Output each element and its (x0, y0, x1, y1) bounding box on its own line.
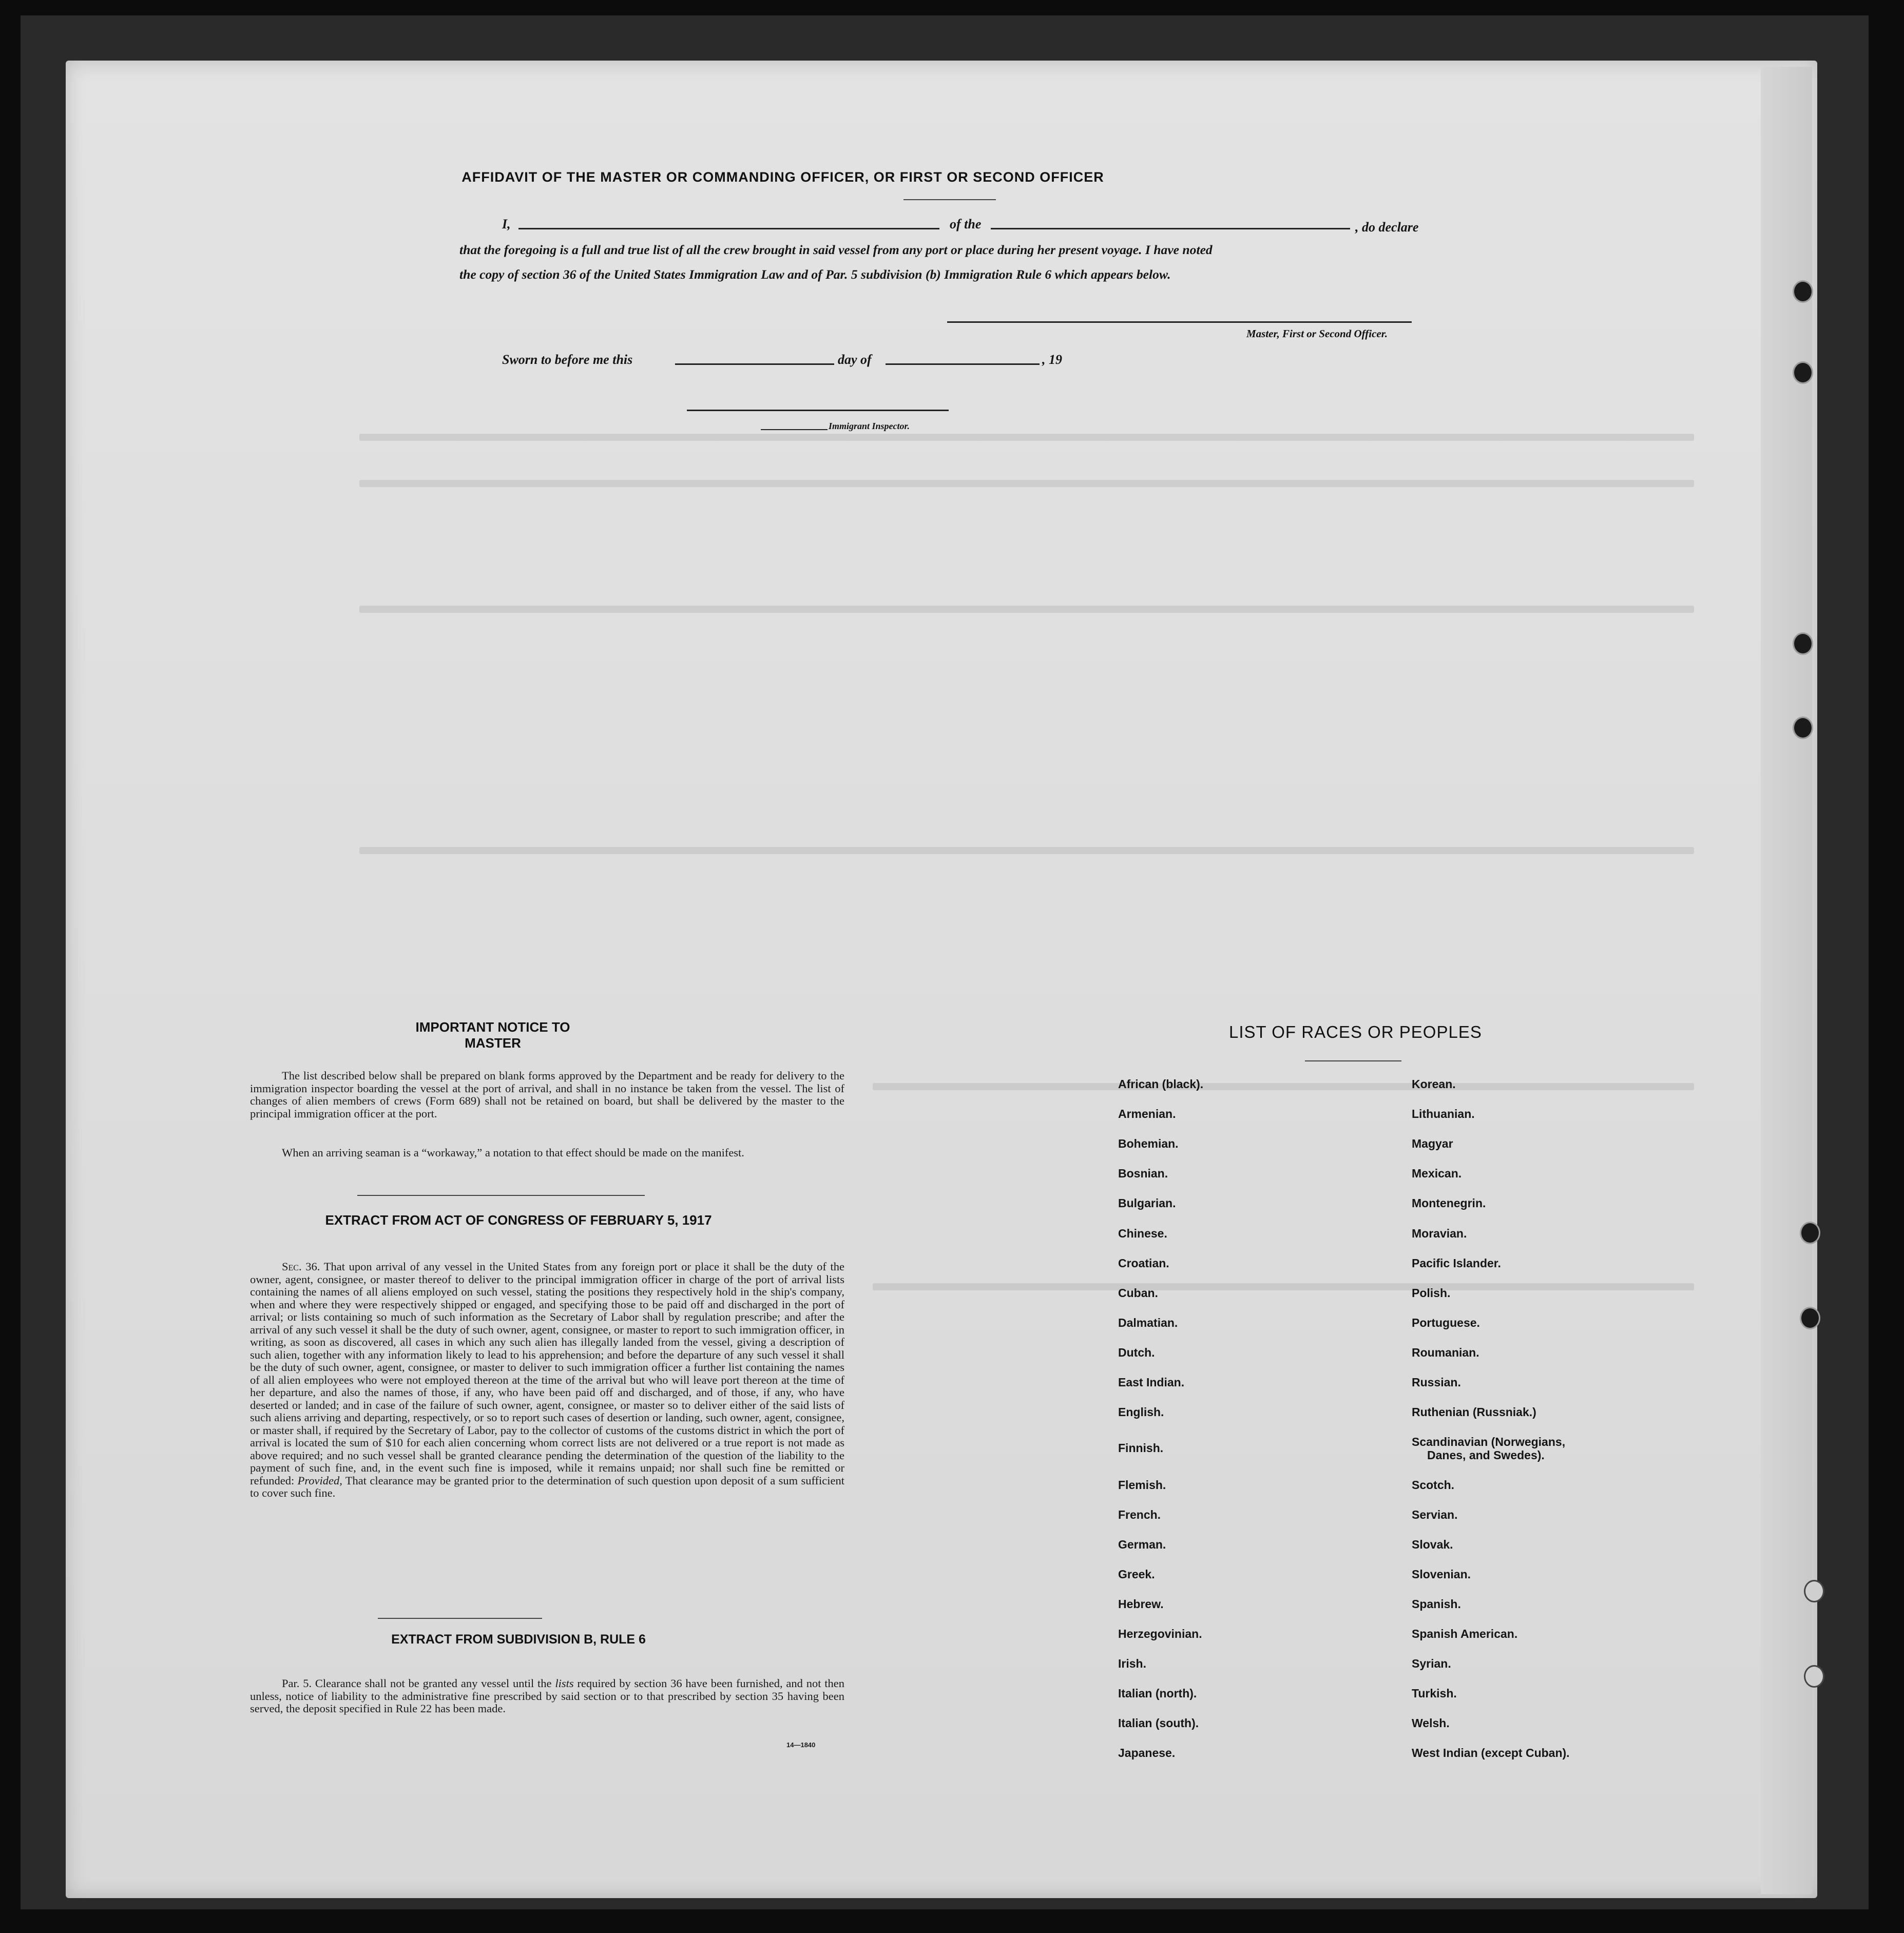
race-item: Polish. (1412, 1286, 1451, 1300)
section-body-end: That clearance may be granted prior to the determination of such question upon deposit of a sum sufficient to cover such fine. (250, 1474, 845, 1499)
race-item: Roumanian. (1412, 1346, 1479, 1359)
affidavit-of-the-label: of the (950, 217, 982, 231)
binder-hole-icon (1804, 1665, 1824, 1688)
race-item: Magyar (1412, 1137, 1453, 1150)
race-item: Bosnian. (1118, 1167, 1168, 1180)
binder-hole-icon (1793, 280, 1813, 303)
notice-paragraph-1: The list described below shall be prepared on blank forms approved by the Department and be ready for delivery to the immigration inspector boarding the vessel at the port of arrival, and shall in no instance be taken from the vessel. The list of changes of alien members of crews (Form 689) shall not be retained on board, but shall be delivered by the master to the principal immigration officer at the port. (250, 1069, 844, 1120)
race-item: Herzegovinian. (1118, 1627, 1202, 1640)
form-number: 14—1840 (786, 1741, 816, 1749)
race-item: Slovak. (1412, 1538, 1453, 1551)
race-item: Portuguese. (1412, 1316, 1480, 1329)
race-item: Cuban. (1118, 1286, 1158, 1300)
race-item: French. (1118, 1508, 1161, 1521)
race-item: Lithuanian. (1412, 1107, 1475, 1120)
bleed-through-row (359, 434, 1694, 441)
affidavit-title: AFFIDAVIT OF THE MASTER OR COMMANDING OFFICER, OR FIRST OR SECOND OFFICER (461, 169, 1104, 185)
binder-hole-icon (1793, 632, 1813, 655)
affidavit-line-2: that the foregoing is a full and true list of all the crew brought in said vessel from any port or place during her present voyage. I have noted (459, 242, 1213, 257)
race-item: Servian. (1412, 1508, 1458, 1521)
rule-extract-title: EXTRACT FROM SUBDIVISION B, RULE 6 (391, 1632, 646, 1647)
notice-title: IMPORTANT NOTICE TO MASTER (415, 1019, 570, 1051)
race-item: Spanish. (1412, 1597, 1461, 1611)
binder-hole-icon (1793, 717, 1813, 739)
inspector-signature-blank[interactable] (687, 410, 949, 411)
race-item: East Indian. (1118, 1376, 1185, 1389)
binder-hole-icon (1800, 1307, 1820, 1329)
binder-hole-icon (1800, 1222, 1820, 1244)
divider (357, 1195, 645, 1196)
lists-word: lists (555, 1677, 574, 1690)
race-item: Croatian. (1118, 1257, 1169, 1270)
race-item: Chinese. (1118, 1227, 1167, 1240)
race-item: Italian (north). (1118, 1687, 1197, 1700)
inspector-label: Immigrant Inspector. (829, 421, 910, 431)
race-item: Dutch. (1118, 1346, 1155, 1359)
race-item: Mexican. (1412, 1167, 1462, 1180)
bleed-through-row (359, 480, 1694, 487)
binder-hole-icon (1793, 361, 1813, 384)
race-item: Pacific Islander. (1412, 1257, 1501, 1270)
document-page (66, 61, 1817, 1898)
races-title: LIST OF RACES OR PEOPLES (1229, 1022, 1482, 1041)
bleed-through-row (359, 606, 1694, 613)
race-item: Flemish. (1118, 1478, 1166, 1492)
divider (903, 199, 996, 200)
divider (1305, 1060, 1401, 1061)
race-item: Slovenian. (1412, 1568, 1471, 1581)
rule-text-end: required by section 36 have been furnished, and not then unless, notice of liability to the administrative fine prescribed by said section or to that prescribed by section 35 having been served, the deposit specified in Rule 22 has been made. (250, 1677, 845, 1715)
race-item: German. (1118, 1538, 1166, 1551)
race-item: Ruthenian (Russniak.) (1412, 1405, 1536, 1419)
affidavit-line-3: the copy of section 36 of the United States Immigration Law and of Par. 5 subdivision (b) Immigration Rule 6 which appears below. (459, 267, 1171, 282)
bleed-through-row (359, 847, 1694, 854)
race-item: Turkish. (1412, 1687, 1457, 1700)
notice-paragraph-2: When an arriving seaman is a “workaway,” a notation to that effect should be made on the manifest. (282, 1146, 744, 1159)
race-item: Greek. (1118, 1568, 1155, 1581)
rule-extract-text (250, 1677, 844, 1715)
act-extract-title: EXTRACT FROM ACT OF CONGRESS OF FEBRUARY 5, 1917 (325, 1212, 712, 1228)
provided-word: Provided, (297, 1474, 342, 1487)
name-blank[interactable] (518, 228, 939, 229)
race-item: Korean. (1412, 1077, 1456, 1091)
race-item: Russian. (1412, 1376, 1461, 1389)
race-item: Danes, and Swedes). (1427, 1448, 1545, 1462)
race-item: Scotch. (1412, 1478, 1455, 1492)
bleed-through-row (873, 1283, 1694, 1290)
inspector-dash (761, 429, 828, 430)
race-item: Japanese. (1118, 1746, 1176, 1760)
race-item: Finnish. (1118, 1441, 1164, 1455)
race-item: Armenian. (1118, 1107, 1176, 1120)
binder-hole-icon (1804, 1580, 1824, 1602)
rule-text-start: Par. 5. Clearance shall not be granted any vessel until the (282, 1677, 552, 1690)
sworn-month-blank[interactable] (886, 363, 1040, 365)
bleed-through-row (873, 1083, 1694, 1090)
race-item: English. (1118, 1405, 1164, 1419)
race-item: Irish. (1118, 1657, 1146, 1670)
act-extract-text (250, 1261, 844, 1500)
sworn-label: Sworn to before me this (502, 352, 633, 367)
race-item: Scandinavian (Norwegians, (1412, 1435, 1566, 1448)
race-item: Bohemian. (1118, 1137, 1179, 1150)
race-item: Welsh. (1412, 1716, 1450, 1730)
master-signature-blank[interactable] (947, 321, 1412, 323)
race-item: Bulgarian. (1118, 1196, 1176, 1210)
race-item: Moravian. (1412, 1227, 1467, 1240)
race-item: Spanish American. (1412, 1627, 1518, 1640)
race-item: Italian (south). (1118, 1716, 1199, 1730)
sworn-day-blank[interactable] (675, 363, 834, 365)
divider (378, 1618, 542, 1619)
affidavit-i-label: I, (502, 217, 511, 231)
race-item: Dalmatian. (1118, 1316, 1178, 1329)
year-label: , 19 (1042, 352, 1062, 367)
master-signature-label: Master, First or Second Officer. (1246, 327, 1388, 340)
race-item: West Indian (except Cuban). (1412, 1746, 1570, 1760)
page-right-edge (1761, 67, 1812, 1894)
race-item: Syrian. (1412, 1657, 1451, 1670)
day-of-label: day of (838, 352, 872, 367)
vessel-blank[interactable] (991, 228, 1350, 229)
affidavit-declare-label: , do declare (1355, 220, 1419, 235)
section-body: That upon arrival of any vessel in the United States from any foreign port or place it shall be the duty of the owner, agent, consignee, or master thereof to deliver to the principal immigration officer in charge of the port of arrival lists containing the names of all aliens employed on such vessel, stating the positions they respectively hold in the ship's company, when and where they were respectively shipped or engaged, and specifying those to be paid off and discharged in the port of arrival; or lists containing so much of such information as the Secretary of Labor shall by regulation prescribe; and after the arrival of any such vessel it shall be the duty of such owner, agent, consignee, or master to report to such immigration officer, in writing, as soon as discovered, all cases in which any such alien has illegally landed from the vessel, giving a description of such alien, together with any information likely to lead to his apprehension; and before the departure of any such vessel it shall be the duty of such owner, agent, consignee, or master to deliver to such immigration officer a further list containing the names of all alien employees who were not employed thereon at the time of the arrival but who will leave port thereon at the time of her departure, and also the names of those, if any, who have been paid off and discharged, and of those, if any, who have deserted or landed; and in case of the failure of such owner, agent, consignee, or master so to deliver either of the said lists of such aliens arriving and departing, respectively, or so to report such cases of desertion or landing, such owner, agent, consignee, or master shall, if required by the Secretary of Labor, pay to the collector of customs of the customs district in which the port of arrival is located the sum of $10 for each alien concerning whom correct lists are not delivered or a true report is not made as above required; and no such vessel shall be granted clearance pending the determination of the question of the liability to the payment of such fine, and, in the event such fine is imposed, while it remains unpaid; nor shall such fine be remitted or refunded: (250, 1260, 845, 1487)
section-label: Sec. 36. (282, 1260, 320, 1273)
race-item: African (black). (1118, 1077, 1204, 1091)
race-item: Montenegrin. (1412, 1196, 1486, 1210)
race-item: Hebrew. (1118, 1597, 1164, 1611)
